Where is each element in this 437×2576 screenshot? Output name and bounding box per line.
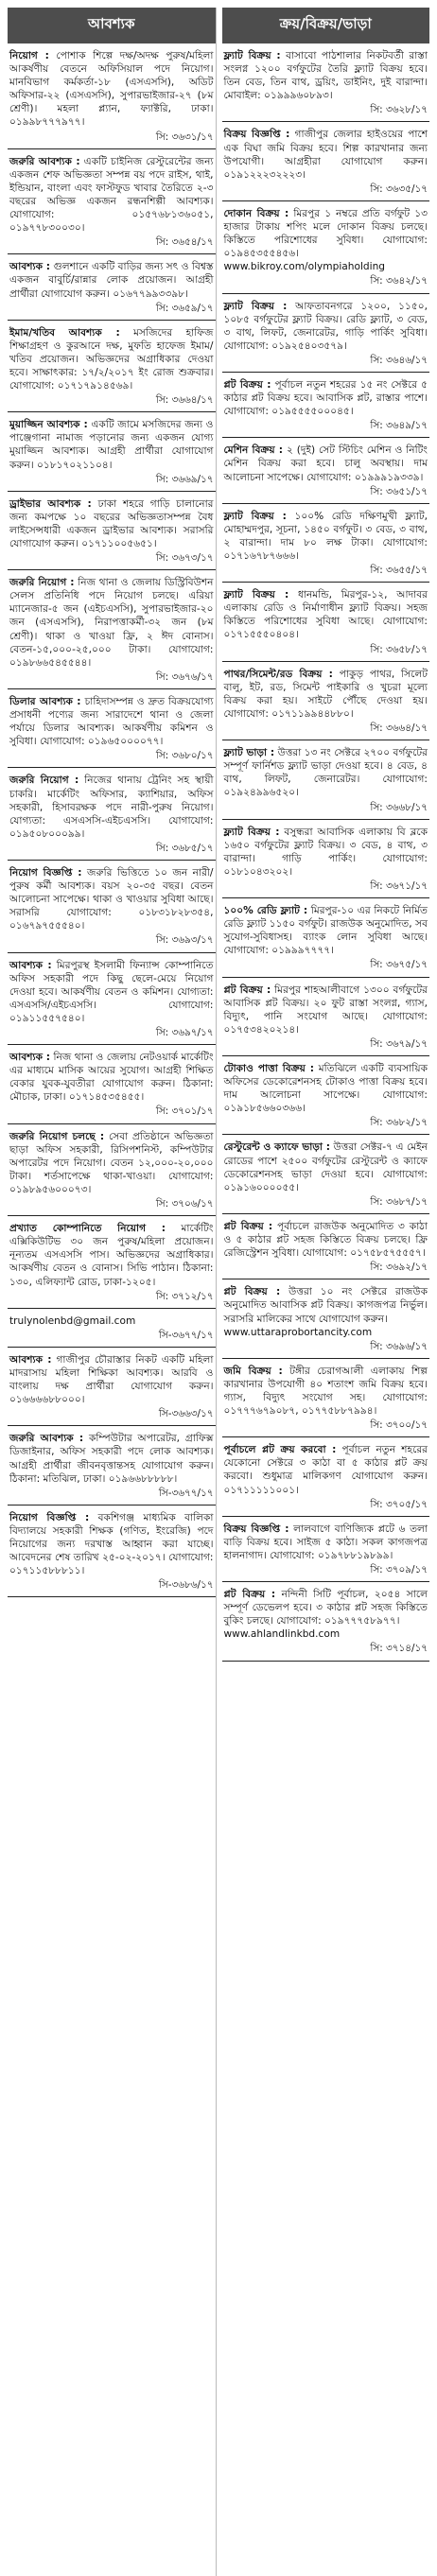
ad-code: সি: ৩৬৭১/১৭ — [370, 879, 428, 892]
ad-title: রেস্টুরেন্ট ও ক্যাফে ভাড়া : — [223, 1141, 331, 1154]
ad-title: ১০০% রেডি ফ্ল্যাট : — [223, 905, 308, 917]
ad-title: আবশ্যক : — [9, 1052, 51, 1064]
ad-code: সি: ৩৭১৪/১৭ — [370, 1643, 428, 1655]
ad-body: গুলশানে একটি বাড়ির জন্য সৎ ও বিশ্বস্ত একজন বাবুর্চি/রান্নার লোক প্রয়োজন। আগ্রহী প্রার্থীরা যোগাযোগ করুন। ০১৬৭৭৯৯৩৩৯৮। — [9, 261, 214, 300]
ad-divider — [222, 1213, 430, 1214]
ad-code: সি-৩৬৬৩/১৭ — [158, 1408, 214, 1420]
ad-title: ফ্ল্যাট ভাড়া : — [223, 747, 275, 759]
ad-title: আবশ্যক : — [9, 1353, 52, 1366]
ad-body: সেবা প্রতিষ্ঠানে অভিজ্ঞতা ছাড়া অফিস সহকারী, রিসিপশনিস্ট, কম্পিউটার অপারেটর পদে নিয়োগ। বেতন ১২,০০০-২০,০০০ টাকা। শর্তসাপেক্ষে থাকা-খাওয়া। যোগাযোগ: ০১৯৮৯৫৬০০০৭৩। — [9, 1130, 214, 1195]
ad-title: জরুরি আবশ্যক : — [9, 155, 80, 167]
ad-body: ধানমন্ডি, মিরপুর-১২, আদাবর এলাকায় রেডি ও নির্মাণাধীন ফ্ল্যাট বিক্রয়। সহজ কিস্তিতে পরিশোধের সুবিধা আছে। যোগাযোগ: ০১৭১৫৫৫০৪০৪। — [223, 589, 428, 641]
classified-ad — [8, 418, 216, 485]
ad-title: প্লট বিক্রয় : — [223, 1220, 273, 1232]
ad-title: নিয়োগ বিজ্ঞপ্তি : — [9, 1511, 90, 1523]
ad-title: বিক্রয় বিজ্ঞপ্তি : — [223, 129, 290, 141]
ad-divider — [8, 1215, 216, 1216]
ad-title: নিয়োগ বিজ্ঞপ্তি : — [9, 866, 82, 879]
ad-code: সি: ৩৬৬৯/১৭ — [155, 473, 214, 485]
ad-body: উত্তরা সেক্টর-৭ এ মেইন রোডের পাশে ২৫০০ বর্গফুটের রেস্টুরেন্ট ও ক্যাফে ডেকোরেশনসহ ভাড়া দেওয়া হবে। যোগাযোগ: ০১৯১৬০০০০৫৫। — [223, 1141, 428, 1193]
ad-code: সি: ৩৬৯৩/১৭ — [155, 934, 214, 947]
ad-code: সি: ৩৬৬৪/১৭ — [155, 394, 214, 407]
ad-divider — [222, 1661, 430, 1662]
ad-title: ফ্ল্যাট বিক্রয় : — [223, 826, 280, 838]
ad-code: সি-৩৬৭৭/১৭ — [158, 1487, 214, 1499]
ad-code: সি: ৩৬৪৯/১৭ — [370, 420, 428, 432]
ad-code: সি: ৩৬৫৪/১৭ — [155, 236, 214, 249]
ad-code: সি: ৩৬৮৫/১৭ — [155, 842, 214, 854]
classified-ad — [8, 695, 216, 762]
ad-body: উত্তরা ১৩ নং সেক্টরে ২৭০০ বর্গফুটের সম্পূর্ণ ফার্নিশড ফ্ল্যাট ভাড়া দেওয়া হবে। ৪ বেড, ৪ বাথ, লিফট, জেনারেটর। যোগাযোগ: ০১৯২৪৯৯৬৫২০। — [223, 747, 428, 799]
classified-ad — [8, 1511, 216, 1593]
ad-title: দোকান বিক্রয় : — [223, 207, 289, 219]
ad-divider — [8, 148, 216, 149]
ad-body: গাজীপুর জেলার হাইওয়ের পাশে এক বিঘা জমি বিক্রয় হবে। শিল্প কারখানার জন্য উপযোগী। আগ্রহীরা যোগাযোগ করুন। ০১৯১২২২৩২২২৩। — [223, 129, 428, 181]
ad-body: বসুন্ধরা আবাসিক এলাকায় বি ব্লকে ১৬৫০ বর্গফুটের ফ্ল্যাট বিক্রয়। ৩ বেড, ৪ বাথ, ৩ বারান্দা। গাড়ি পার্কিং। যোগাযোগ: ০১৮১০৪৩২০২। — [223, 826, 428, 878]
ad-list-employment — [8, 49, 216, 1597]
ad-code: সি: ৩৬৩১/১৭ — [155, 131, 214, 143]
classified-ad — [222, 1588, 430, 1655]
ad-code: সি: ৩৬২৮/১৭ — [370, 104, 428, 116]
ad-title: প্লট বিক্রয় : — [223, 1286, 281, 1298]
ad-code: সি: ৩৬৯৭/১৭ — [155, 1027, 214, 1038]
ad-body: টঙ্গীর চেরাগআলী এলাকায় শিল্প কারখানার উপযোগী ৪০ শতাংশ জমি বিক্রয় হবে। গ্যাস, বিদ্যুৎ সংযোগ সহ। যোগাযোগ: ০১৭৭৭৬৭৯০৮৭, ০১৭৭৫৮৮৭৯৯৪। — [223, 1365, 428, 1418]
ad-title: ড্রাইভার আবশ্যক : — [9, 497, 92, 510]
ad-divider — [222, 437, 430, 438]
ad-body: বাসাবো পাঠশালার নিকটবর্তী রাস্তা সংলগ্ন ১২০০ বর্গফুটের তৈরি ফ্ল্যাট বিক্রয় হবে। তিন বেড, তিন বাথ, ড্রয়িং, ডাইনিং, দুই বারান্দা। মোবাইল: ০১৯৯৯৬০৮৯৩। — [223, 50, 428, 102]
classified-ad — [222, 746, 430, 813]
ad-code: সি: ৩৭০৫/১৭ — [370, 1498, 428, 1510]
ad-title: পূর্বাচলে প্লট ক্রয় করবো : — [223, 1444, 337, 1456]
classified-ad — [8, 1432, 216, 1499]
ad-divider — [8, 253, 216, 254]
ad-code: সি: ৩৬৭৯/১৭ — [370, 1037, 428, 1050]
classified-ad — [222, 1140, 430, 1208]
ad-divider — [222, 1134, 430, 1135]
ad-title: নিয়োগ : — [9, 50, 49, 61]
ad-title: প্লট বিক্রয় : — [223, 1589, 276, 1601]
ad-title: ইমাম/খতিব আবশ্যক : — [9, 326, 120, 339]
ad-divider — [222, 1055, 430, 1056]
classified-ad — [222, 588, 430, 655]
ad-divider — [8, 1044, 216, 1045]
ad-code: সি: ৩৬৯৬/১৭ — [370, 1340, 428, 1352]
ad-divider — [8, 860, 216, 861]
ad-body: মিরপুর ১ নম্বরে প্রতি বর্গফুট ১৩ হাজার টাকায় শপিং মলে দোকান বিক্রয় চলছে। কিস্তিতে পরিশোধের সুবিধা। যোগাযোগ: ০১৯৪৫৩৫৫৪৫৬। — [223, 207, 428, 260]
classified-ad — [222, 1220, 430, 1274]
ad-code: সি: ৩৬৮২/১৭ — [370, 1117, 428, 1129]
ad-code: সি: ৩৬৫৯/১৭ — [155, 302, 214, 314]
classified-ad — [222, 983, 430, 1051]
ad-title: পাথর/সিমেন্ট/রড বিক্রয় : — [223, 668, 333, 680]
ad-body: নিজ থানা ও জেলায় নেটওয়ার্ক মার্কেটিং এর মাধ্যমে মাসিক আয়ের সুযোগ। আগ্রহী শিক্ষিত বেকার যুবক-যুবতীরা যোগাযোগ করুন। ঠিকানা: মৌচাক, ঢাকা। ০১৭১৪৫৩৫৪৫৫। — [9, 1052, 214, 1104]
ad-divider — [222, 121, 430, 122]
column-buy-sell-rent — [222, 8, 430, 2576]
ad-code: সি: ৩৬৯২/১৭ — [370, 1262, 428, 1274]
ad-title: ফ্ল্যাট বিক্রয় : — [223, 300, 288, 312]
ad-code: সি: ৩৬৫৫/১৭ — [370, 565, 428, 577]
ad-divider — [222, 582, 430, 583]
ad-divider — [8, 767, 216, 768]
ad-body: ২ (দুই) সেট স্টিচিং মেশিন ও নিটিং মেশিন বিক্রয় করা হবে। চালু অবস্থায়। দাম আলোচনা সাপেক্ষে। যোগাযোগ: ০১৯৯৯১৯৩৩৯। — [223, 444, 428, 483]
ad-body: বকশিগঞ্জ মাধ্যমিক বালিকা বিদ্যালয়ে সহকারী শিক্ষক (গণিত, ইংরেজি) পদে নিয়োগের জন্য দরখাস্ত আহ্বান করা যাচ্ছে। আবেদনের শেষ তারিখ ২৫-০২-২০১৭। যোগাযোগ: ০১৭১১৫৮৮৮১১। — [9, 1511, 214, 1577]
ad-code: সি: ৩৬৭৫/১৭ — [370, 959, 428, 971]
ad-code: সি-৩৬৮৬/১৭ — [158, 1579, 214, 1592]
ad-title: প্লট বিক্রয় : — [223, 378, 271, 391]
ad-code: সি: ৩৬৫১/১৭ — [370, 485, 428, 497]
ad-body: ঢাকা শহরে গাড়ি চালানোর জন্য কমপক্ষে ১০ বছরের অভিজ্ঞতাসম্পন্ন বৈধ লাইসেন্সধারী একজন ড্রাইভার আবশ্যক। সরাসরি যোগাযোগ করুন। ০১৭১১০০৫৬৫১। — [9, 497, 214, 549]
classified-ad — [8, 1222, 216, 1303]
ad-title: ফ্ল্যাট বিক্রয় : — [223, 510, 287, 522]
classified-ad — [222, 1443, 430, 1510]
ad-divider — [222, 1358, 430, 1359]
ad-divider — [222, 503, 430, 504]
classified-ad — [8, 1051, 216, 1118]
ad-code: সি-৩৬৭৭/১৭ — [158, 1329, 214, 1341]
ad-code: সি: ৩৬৩৫/১৭ — [370, 183, 428, 195]
ad-code: সি: ৩৬৪৬/১৭ — [370, 354, 428, 366]
ad-title: টোকাও পাত্তা বিক্রয় : — [223, 1063, 315, 1074]
ad-body: লালবাগে বাণিজ্যিক প্লটে ৬ তলা বাড়ি বিক্রয় হবে। সাইজ ৫ কাঠা। সকল কাগজপত্র হালনাগাদ। যোগাযোগ: ০১৯৭৮৮১৯৮৯৯। — [223, 1523, 428, 1561]
ad-body: নন্দিনী সিটি পূর্বাচল, ২০৫৪ সালে সম্পূর্ণ ডেভেলপ হবে। ৩ কাঠার প্লট সহজ কিস্তিতে বুকিং চলছে। যোগাযোগ: ০১৯৭৭৭৫৮৯৭৭। — [223, 1589, 428, 1627]
ad-title: জমি বিক্রয় : — [223, 1365, 283, 1377]
ad-code: সি: ৩৭০১/১৭ — [155, 1105, 214, 1118]
ad-body: মসজিদের হাফিজ শিক্ষাগ্রহণ ও কুরআনে দক্ষ, মুফতি হাফেজ ইমাম/খতিব প্রয়োজন। অভিজ্ঞদের অগ্রাধিকার দেওয়া হবে। সাক্ষাৎকার: ১৭/২/২০১৭ ইং রোজ শুক্রবার। যোগাযোগ: ০১৭১৭৯১৪৫৬৯। — [9, 326, 214, 392]
column-employment — [8, 8, 217, 2576]
ad-body: আফতাবনগরে ১২০০, ১১৫০, ১০৮৫ বর্গফুটের ফ্ল্যাট বিক্রয়। রেডি ফ্ল্যাট, ৩ বেড, ৩ বাথ, লিফট, জেনারেটর, গাড়ি পার্কিং সুবিধা। যোগাযোগ: ০১৯২৫৪০৩৫৭৯। — [223, 300, 428, 352]
ad-title: প্রখ্যাত কোম্পানিতে নিয়োগ : — [9, 1223, 166, 1235]
ad-divider — [222, 661, 430, 662]
classified-ad — [8, 326, 216, 408]
ad-divider — [8, 1425, 216, 1426]
ad-divider — [8, 1596, 216, 1597]
classified-ad — [8, 959, 216, 1040]
ad-body: মার্কেটিং এক্সিকিউটিভ ৩০ জন পুরুষ/মহিলা প্রয়োজন। নূন্যতম এসএসসি পাস। অভিজ্ঞদের অগ্রাধিকার। আকর্ষণীয় বেতন ও বোনাস। সিভি পাঠান। ঠিকানা: ১৩০, এলিফ্যান্ট রোড, ঢাকা-১২০৫। — [9, 1223, 214, 1288]
ad-link[interactable]: www.uttaraprobortancity.com — [223, 1326, 373, 1338]
classified-ad — [222, 510, 430, 577]
classified-ad — [8, 866, 216, 948]
ad-code: সি: ৩৬৭৩/১৭ — [155, 552, 214, 565]
ad-body: পূর্বাচলে রাজউক অনুমোদিত ৩ কাঠা ও ৫ কাঠার প্লট সহজ কিস্তিতে বিক্রয় চলছে। ফ্রি রেজিস্ট্রেশন সুবিধা। যোগাযোগ: ০১৭৫৮৫৭৫৫৫৭। — [223, 1220, 428, 1260]
ad-code: সি: ৩৬৮০/১৭ — [155, 750, 214, 762]
classified-ad — [8, 1314, 216, 1342]
ad-divider — [8, 1347, 216, 1348]
ad-divider — [222, 977, 430, 978]
ad-list-buy-sell-rent — [222, 49, 430, 1662]
ad-divider — [8, 491, 216, 492]
ad-body: মিরপুরস্থ ইসলামী ফিন্যান্স কোম্পানিতে অফিস সহকারী পদে কিছু ছেলে-মেয়ে নিয়োগ দেওয়া হবে। আকর্ষণীয় বেতন ও কমিশন। যোগ্যতা: এসএসসি/এইচএসসি। যোগাযোগ: ০১৯১১৫৫৭৫৪০। — [9, 959, 214, 1024]
ad-body: উত্তরা ১০ নং সেক্টরে রাজউক অনুমোদিত আবাসিক প্লট বিক্রয়। কাগজপত্র নির্ভুল। সরাসরি মালিকের সাথে যোগাযোগ করুন। — [223, 1286, 428, 1325]
classified-ad — [222, 904, 430, 971]
ad-divider — [222, 897, 430, 898]
classified-ad — [8, 576, 216, 684]
ad-divider — [8, 569, 216, 570]
ad-divider — [222, 819, 430, 820]
section-header-employment: আবশ্যক — [8, 8, 216, 44]
classified-ad — [8, 497, 216, 565]
ad-body: নিজের থানায় ট্রেনিং সহ স্থায়ী চাকরি। মার্কেটিং অফিসার, ক্যাশিয়ার, অফিস সহকারী, হিসাবরক্ষক পদে নারী-পুরুষ নিয়োগ। যোগ্যতা: এসএসসি-এইচএসসি। যোগাযোগ: ০১৯৫০৮০০০৯৯। — [9, 775, 214, 840]
ad-code: সি: ৩৬৮৭/১৭ — [370, 1195, 428, 1208]
ad-divider — [8, 1505, 216, 1506]
ad-code: সি: ৩৭০০/১৭ — [370, 1419, 428, 1432]
classified-ad — [8, 774, 216, 855]
ad-divider — [8, 1308, 216, 1309]
ad-title: ডিলার আবশ্যক : — [9, 695, 81, 707]
classified-ad — [222, 207, 430, 288]
ad-body: মিরপুর-১০ এর নিকটে নির্মিত রেডি ফ্ল্যাট ১১৫০ বর্গফুট। রাজউক অনুমোদিত, সব সুযোগ-সুবিধাসহ। ব্যাংক লোন সুবিধা আছে। যোগাযোগ: ০১৯৯৯৭৭৭৭। — [223, 905, 428, 957]
ad-code: সি: ৩৭১২/১৭ — [155, 1290, 214, 1302]
ad-divider — [222, 1516, 430, 1517]
ad-link[interactable]: www.ahlandlinkbd.com — [223, 1628, 341, 1641]
ad-title: প্লট বিক্রয় : — [223, 983, 271, 996]
classified-ad — [8, 1353, 216, 1420]
ad-divider — [8, 1123, 216, 1124]
ad-code: সি: ৩৬৬৪/১৭ — [370, 722, 428, 735]
ad-body: মতিঝিলে একটি ব্যবসায়িক অফিসের ডেকোরেশনসহ টোকাও পাত্তা বিক্রয় হবে। দাম আলোচনা সাপেক্ষে। যোগাযোগ: ০১৯১৮৫৬৬০৩৬৬। — [223, 1063, 428, 1115]
ad-code: সি: ৩৭০৯/১৭ — [370, 1564, 428, 1575]
classified-ad — [222, 444, 430, 497]
ad-body: চাহিদাসম্পন্ন ও দ্রুত বিক্রয়যোগ্য প্রসাধনী পণ্যের জন্য সারাদেশে থানা ও জেলা পর্যায়ে ডিলার আবশ্যক। আকর্ষণীয় কমিশন ও সুবিধা। যোগাযোগ: ০১৯৬৫০০০০৭৭। — [9, 695, 214, 748]
ad-code: সি: ৩৬৫৮/১৭ — [370, 643, 428, 655]
ad-body: পূর্বাচল নতুন শহরের যেকোনো সেক্টরে ৩ কাঠা বা ৫ কাঠার প্লট ক্রয় করবো। শুধুমাত্র মালিকগণ যোগাযোগ করুন। ০১৭১১১১১০০১। — [223, 1444, 428, 1496]
classified-ad — [222, 128, 430, 195]
classified-ad — [222, 1523, 430, 1576]
ad-title: আবশ্যক : — [9, 261, 50, 273]
ad-body: পোশাক শিল্পে দক্ষ/অদক্ষ পুরুষ/মহিলা আকর্ষণীয় বেতনে অফিসিয়াল পদে নিয়োগ। মানবিভাগ কর্মকর্তা-১৮ (এসএসসি), অডিট অফিসার-২২ (এসএসসি), সুপারভাইজার-২৭ (৮ম শ্রেণী)। মহলা প্ল্যান, ফ্যাক্টরি, ঢাকা। ০১৯৯৮৭৭৭৯৭৭। — [9, 50, 214, 129]
ad-divider — [8, 411, 216, 412]
ad-title: মেশিন বিক্রয় : — [223, 444, 284, 457]
section-header-buy-sell-rent: ক্রয়/বিক্রয়/ভাড়া — [222, 8, 430, 44]
classified-ad — [222, 49, 430, 116]
classified-ad — [8, 260, 216, 314]
ad-body: পূর্বাচল নতুন শহরের ১৫ নং সেক্টরে ৫ কাঠার প্লট বিক্রয় হবে। আবাসিক প্লট, রাস্তার পাশে। যোগাযোগ: ০১৯৫৫৫৫০০০৪৫। — [223, 378, 428, 418]
ad-title: আবশ্যক : — [9, 959, 52, 971]
classified-ad — [222, 826, 430, 893]
ad-divider — [222, 1436, 430, 1437]
ad-code: সি: ৩৬৭৬/১৭ — [155, 670, 214, 683]
ad-divider — [8, 952, 216, 953]
ad-title: ফ্ল্যাট বিক্রয় : — [223, 589, 289, 601]
ad-title: ফ্ল্যাট বিক্রয় : — [223, 50, 281, 61]
ad-body: কম্পিউটার অপারেটর, গ্রাফিক্স ডিজাইনার, অফিস সহকারী পদে লোক আবশ্যক। আগ্রহী প্রার্থীরা জীবনবৃত্তান্তসহ যোগাযোগ করুন। ঠিকানা: মতিঝিল, ঢাকা। ০১৯৬৬৮৮৮৮৮। — [9, 1433, 214, 1485]
ad-title: জরুরি আবশ্যক : — [9, 1433, 84, 1445]
ad-title: জরুরি নিয়োগ : — [9, 577, 75, 589]
ad-body: নিজ থানা ও জেলায় ডিস্ট্রিবিউশন সেলস প্রতিনিধি পদে নিয়োগ চলছে। এরিয়া ম্যানেজার-৫ জন (এইচএসসি), সুপারভাইজার-২০ জন (এসএসসি), নিরাপত্তাকর্মী-৩২ জন (৮ম শ্রেণী)। থাকা ও খাওয়া ফ্রি, ২ ঈদ বোনাস। বেতন-১৫,০০০-২৫,০০০ টাকা। যোগাযোগ: ০১৯৮৬৬৫৪৫৫৪৪। — [9, 577, 214, 669]
classified-ad — [222, 1285, 430, 1352]
ad-code: সি: ৩৬৪২/১৭ — [370, 275, 428, 287]
ad-link[interactable]: www.bikroy.com/olympiaholding — [223, 261, 386, 273]
ad-body: একটি জামে মসজিদের জন্য ও পাঞ্জেগানা নামাজ পড়ানোর জন্য একজন যোগ্য মুয়াজ্জিন আবশ্যক। আগ্রহী প্রার্থীরা যোগাযোগ করুন। ০১৮১৭০২১১০৪। — [9, 419, 214, 471]
ad-divider — [222, 372, 430, 373]
ad-code: সি: ৩৬৬৮/১৭ — [370, 801, 428, 813]
ad-body: ১০০% রেডি দক্ষিণমুখী ফ্ল্যাট, মোহাম্মদপুর, সূচনা, ১৪৫০ বর্গফুট। ৩ বেড, ৩ বাথ, ২ বারান্দা। দাম ৮০ লক্ষ টাকা। যোগাযোগ: ০১৭১৬৭৮৭৬৬৬। — [223, 510, 428, 562]
classified-ad — [222, 1062, 430, 1129]
ad-code: সি: ৩৭০৬/১৭ — [155, 1198, 214, 1210]
classified-ad — [222, 1365, 430, 1432]
classified-ad — [8, 49, 216, 144]
ad-body: মিরপুর শাহআলীবাগে ১৩০০ বর্গফুটের আবাসিক প্লট বিক্রয়। ২০ ফুট রাস্তা সংলগ্ন, গ্যাস, বিদ্যুৎ, পানি সংযোগ আছে। যোগাযোগ: ০১৭৫৩৪২০২১৪। — [223, 983, 428, 1036]
classified-ad — [8, 155, 216, 250]
ad-link[interactable]: trulynolenbd@gmail.com — [9, 1314, 136, 1327]
ad-body: একটি চাইনিজ রেস্টুরেন্টের জন্য একজন শেফ অভিজ্ঞতা সম্পন্ন বয় পদে রাইস, থাই, ইন্ডিয়ান, বাংলা এবং ফাস্টফুড খাবার তৈরিতে ২-৩ বছরের অভিজ্ঞ একজন রন্ধনশিল্পী আবশ্যক। যোগাযোগ: ০১৫৭৬৮১৩৬০৫১, ০১৯৭৭৮৩০০৩০। — [9, 155, 214, 235]
classified-ad — [222, 300, 430, 367]
classified-ad — [222, 378, 430, 432]
ad-divider — [222, 1581, 430, 1582]
classified-ad — [8, 1130, 216, 1211]
ad-divider — [222, 200, 430, 201]
ad-title: বিক্রয় বিজ্ঞপ্তি : — [223, 1523, 289, 1535]
ad-divider — [8, 320, 216, 321]
ad-body: জরুরি ভিত্তিতে ১০ জন নারী/পুরুষ কর্মী আবশ্যক। বয়স ২০-৩৫ বছর। বেতন আলোচনা সাপেক্ষে। থাকা ও খাওয়ার সুবিধা আছে। সরাসরি যোগাযোগ: ০১৮৩১৮২৮৩৫৪, ০১৬৭৯৭৫৫৫৪০। — [9, 866, 214, 932]
ad-body: পাকুড় পাথর, সিলেট বালু, ইট, রড, সিমেন্ট পাইকারি ও খুচরা মূল্যে বিক্রয় করা হয়। সাইটে পৌঁছে দেওয়া হয়। যোগাযোগ: ০১৭১১৯৯৪৪৮৮০। — [223, 668, 428, 720]
classified-ad — [222, 668, 430, 735]
ad-title: জরুরি নিয়োগ : — [9, 775, 79, 787]
ad-title: জরুরি নিয়োগ চলছে : — [9, 1130, 105, 1142]
ad-divider — [222, 293, 430, 294]
ad-title: মুয়াজ্জিন আবশ্যক : — [9, 419, 88, 431]
ad-body: গাজীপুর চৌরাস্তার নিকট একটি মহিলা মাদরাসায় মহিলা শিক্ষিকা আবশ্যক। আরবি ও বাংলায় দক্ষ প্রার্থীরা যোগাযোগ করুন। ০১৬৬৬৬৮৮০০০। — [9, 1353, 214, 1406]
ad-divider — [8, 688, 216, 689]
